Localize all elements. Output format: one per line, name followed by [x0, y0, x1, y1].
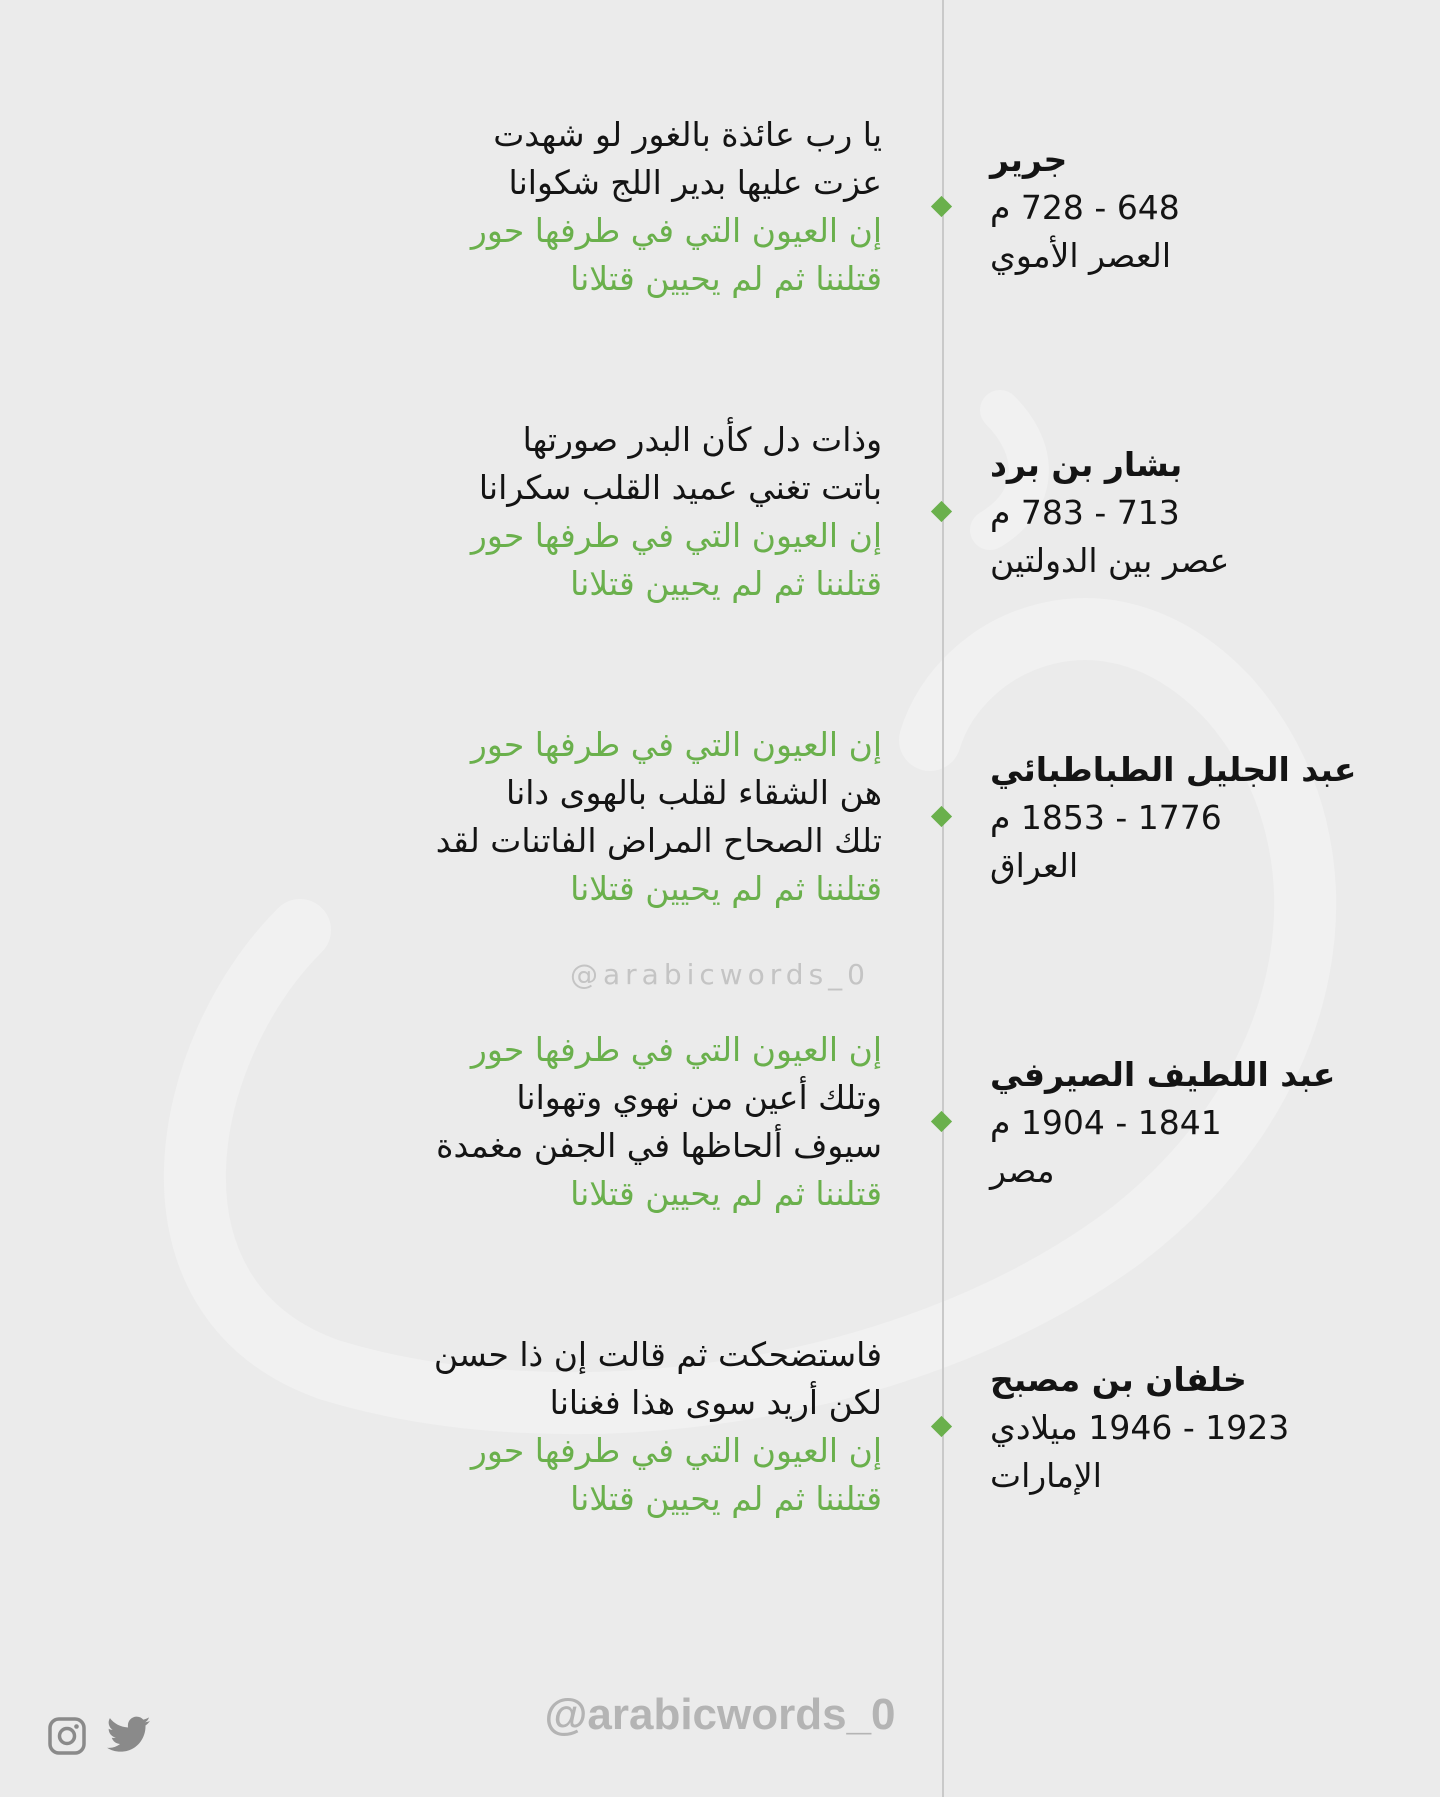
poem-verses: [302, 1331, 882, 1523]
poet-era: عصر بين الدولتين: [990, 541, 1230, 580]
verse-line: باتت تغني عميد القلب سكرانا: [478, 468, 882, 507]
poet-name: خلفان بن مصبح: [990, 1360, 1247, 1399]
verse-line: يا رب عائذة بالغور لو شهدت: [493, 115, 882, 154]
instagram-icon[interactable]: [47, 1716, 87, 1756]
verse-line: تلك الصحاح المراض الفاتنات لقد: [435, 821, 882, 860]
verse-line: عزت عليها بدير اللج شكوانا: [508, 163, 882, 202]
verse-line-highlight: إن العيون التي في طرفها حور: [470, 725, 882, 764]
poet-info: [990, 1356, 1410, 1500]
poet-era: مصر: [990, 1151, 1055, 1190]
verse-line: هن الشقاء لقلب بالهوى دانا: [506, 773, 882, 812]
timeline-entry: [0, 416, 1440, 616]
poet-years: 1923 - 1946 ميلادي: [990, 1408, 1290, 1447]
verse-line-highlight: قتلننا ثم لم يحيين قتلانا: [570, 259, 882, 298]
verse-line-highlight: إن العيون التي في طرفها حور: [470, 211, 882, 250]
verse-line: لكن أريد سوى هذا فغنانا: [549, 1383, 882, 1422]
poet-era: العصر الأموي: [990, 236, 1172, 275]
poet-info: [990, 136, 1410, 280]
timeline-entry: [0, 1331, 1440, 1531]
poet-name: بشار بن برد: [990, 445, 1183, 484]
verse-line: وذات دل كأن البدر صورتها: [522, 420, 882, 459]
poet-years: 1776 - 1853 م: [990, 798, 1222, 837]
poet-info: [990, 1051, 1410, 1195]
poet-name: عبد الجليل الطباطبائي: [990, 750, 1357, 789]
poet-info: [990, 441, 1410, 585]
poet-years: 648 - 728 م: [990, 188, 1180, 227]
timeline-dot: [931, 806, 952, 827]
verse-line: وتلك أعين من نهوي وتهوانا: [516, 1078, 882, 1117]
verse-line-highlight: إن العيون التي في طرفها حور: [470, 1431, 882, 1470]
timeline-entry: [0, 111, 1440, 311]
poem-verses: [302, 721, 882, 913]
timeline-dot: [931, 1111, 952, 1132]
poet-era: العراق: [990, 846, 1079, 885]
poem-verses: [302, 1026, 882, 1218]
account-handle: @arabicwords_0: [544, 1690, 896, 1739]
timeline-entry: [0, 721, 1440, 921]
poet-years: 713 - 783 م: [990, 493, 1180, 532]
poet-name: عبد اللطيف الصيرفي: [990, 1055, 1336, 1094]
verse-line-highlight: إن العيون التي في طرفها حور: [470, 1030, 882, 1069]
poet-era: الإمارات: [990, 1456, 1102, 1495]
verse-line-highlight: قتلننا ثم لم يحيين قتلانا: [570, 1174, 882, 1213]
verse-line: سيوف ألحاظها في الجفن مغمدة: [436, 1126, 882, 1165]
poem-verses: [302, 111, 882, 303]
verse-line-highlight: قتلننا ثم لم يحيين قتلانا: [570, 869, 882, 908]
verse-line: فاستضحكت ثم قالت إن ذا حسن: [433, 1335, 882, 1374]
twitter-icon[interactable]: [107, 1716, 151, 1754]
poem-verses: [302, 416, 882, 608]
poet-name: جرير: [990, 140, 1068, 179]
poet-info: [990, 746, 1410, 890]
timeline-dot: [931, 196, 952, 217]
verse-line-highlight: قتلننا ثم لم يحيين قتلانا: [570, 564, 882, 603]
poet-years: 1841 - 1904 م: [990, 1103, 1222, 1142]
timeline-entry: [0, 1026, 1440, 1226]
timeline-dot: [931, 1416, 952, 1437]
timeline-dot: [931, 501, 952, 522]
verse-line-highlight: قتلننا ثم لم يحيين قتلانا: [570, 1479, 882, 1518]
verse-line-highlight: إن العيون التي في طرفها حور: [470, 516, 882, 555]
watermark-handle: @arabicwords_0: [569, 958, 870, 991]
